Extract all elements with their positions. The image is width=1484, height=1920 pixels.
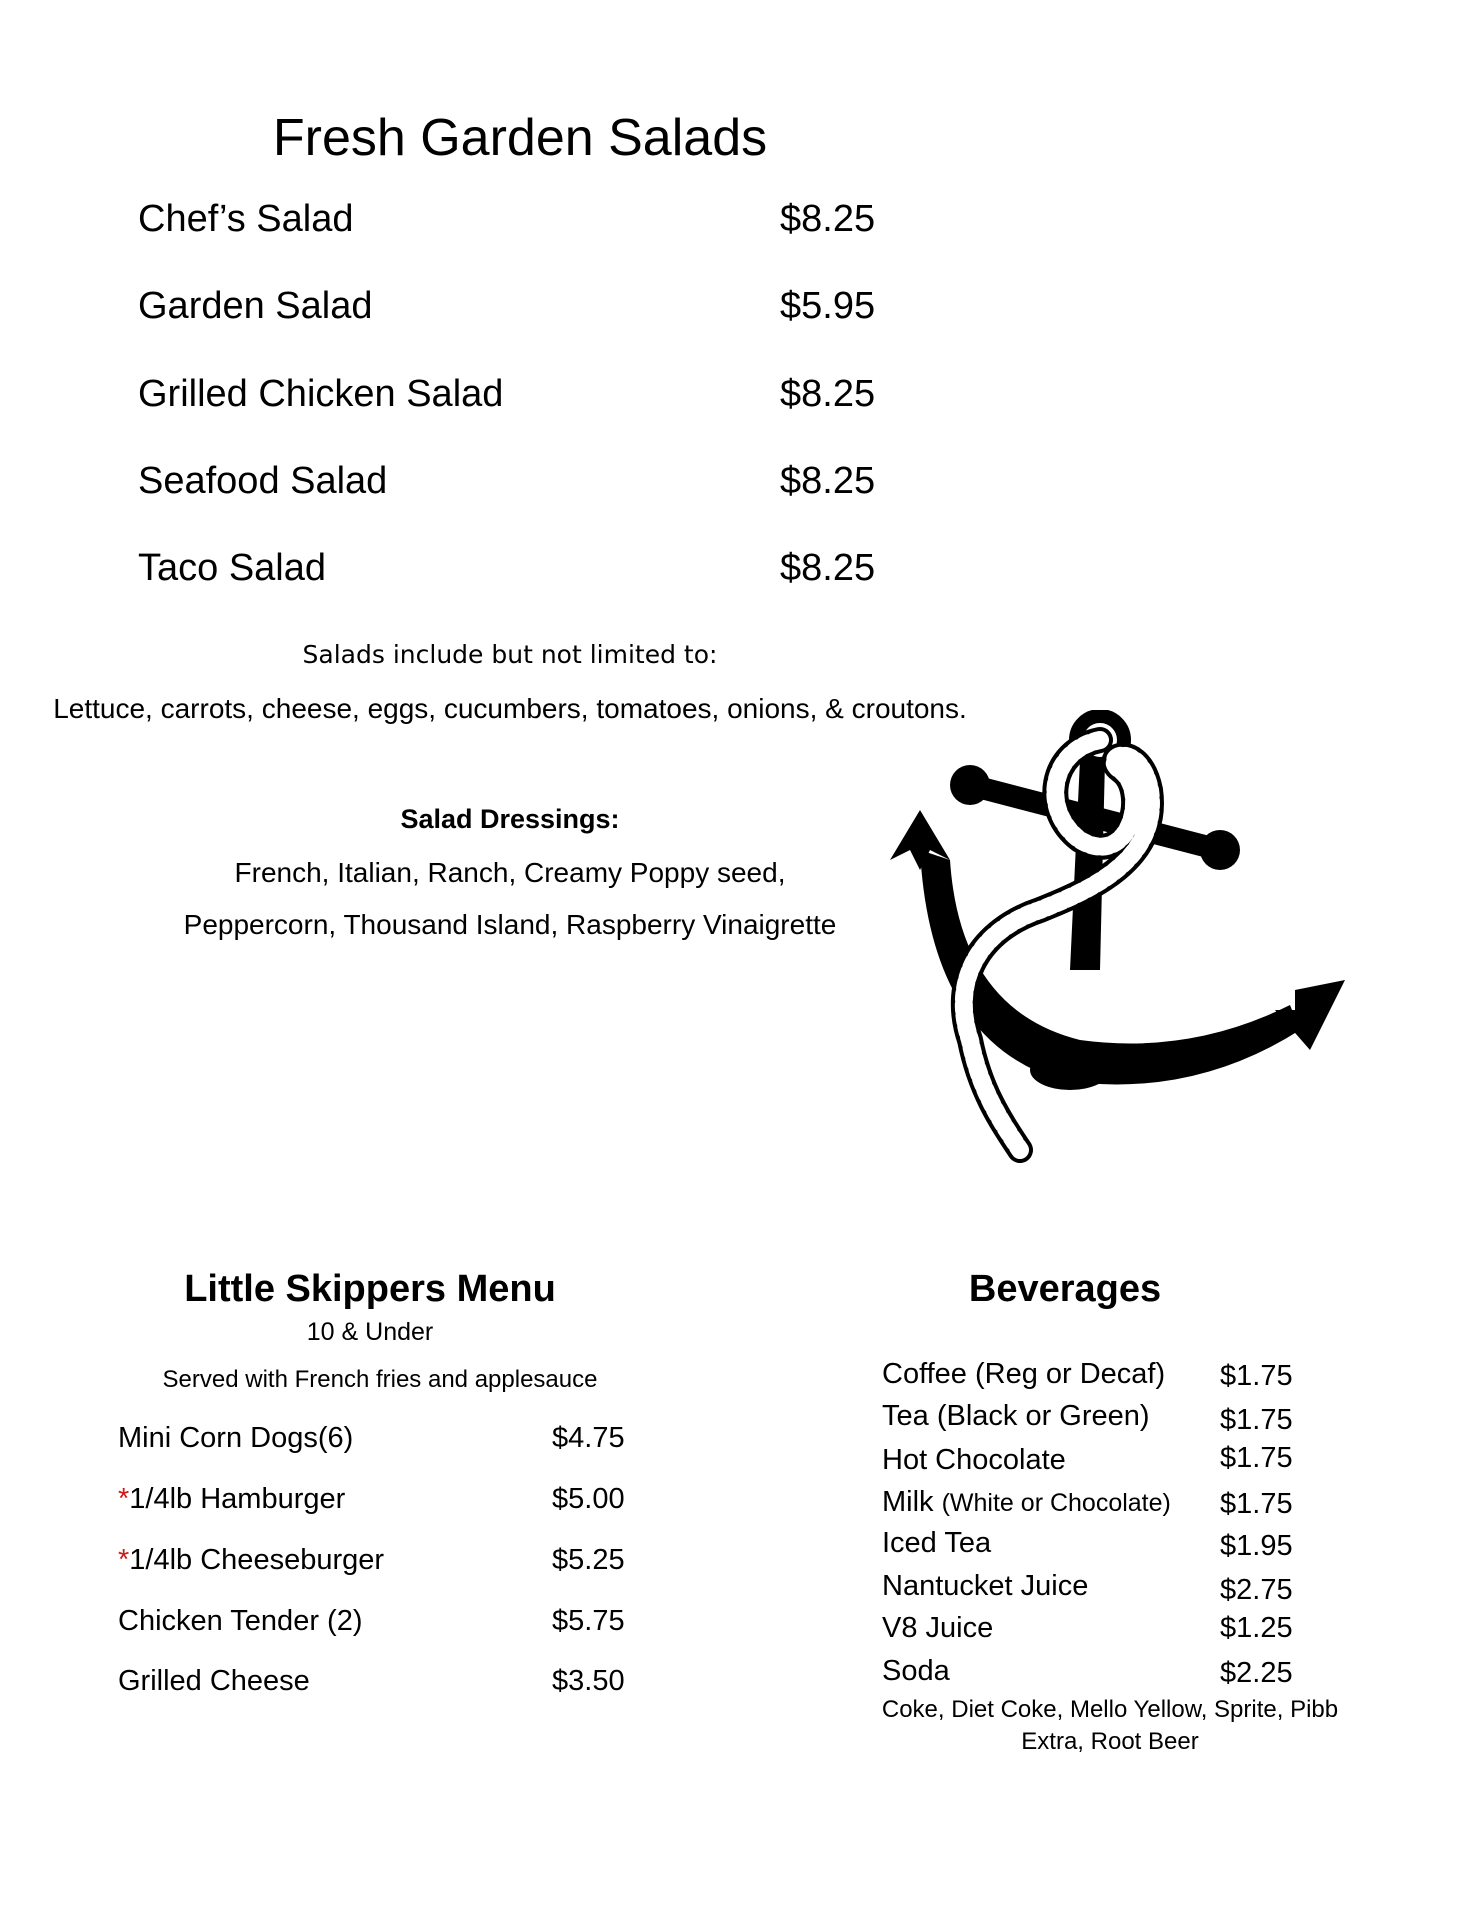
kids-item-price: $4.75 xyxy=(552,1422,625,1454)
kids-item-price: $3.50 xyxy=(552,1665,625,1697)
required-marker: * xyxy=(118,1483,130,1515)
beverage-item-price: $1.75 xyxy=(1220,1404,1293,1436)
salad-item-price: $8.25 xyxy=(780,460,876,502)
beverage-item-price: $2.75 xyxy=(1220,1574,1293,1606)
beverage-item-name: Milk (White or Chocolate) xyxy=(882,1486,1171,1518)
salad-item-name: Chef’s Salad xyxy=(138,198,354,240)
salads-ingredients: Lettuce, carrots, cheese, eggs, cucumbers, tomatoes, onions, & croutons. xyxy=(53,693,967,724)
beverage-item-name: Soda xyxy=(882,1655,950,1687)
kids-item-name: *1/4lb Cheeseburger xyxy=(118,1544,385,1576)
kids-item-name: Mini Corn Dogs(6) xyxy=(118,1422,354,1454)
beverage-item-name: Hot Chocolate xyxy=(882,1444,1066,1476)
beverage-item-name: V8 Juice xyxy=(882,1612,994,1644)
beverage-item-price: $1.75 xyxy=(1220,1360,1293,1392)
dressings-line: Peppercorn, Thousand Island, Raspberry Vinaigrette xyxy=(183,909,837,940)
salad-item-price: $8.25 xyxy=(780,373,876,415)
beverage-item-price: $2.25 xyxy=(1220,1657,1293,1689)
kids-item-name: Chicken Tender (2) xyxy=(118,1605,363,1637)
kids-item-price: $5.00 xyxy=(552,1483,625,1515)
salads-includes-note: Salads include but not limited to: xyxy=(302,640,718,669)
kids-served-with: Served with French fries and applesauce xyxy=(162,1366,598,1393)
beverages-title: Beverages xyxy=(968,1268,1162,1310)
beverage-item-price: $1.75 xyxy=(1220,1442,1293,1474)
kids-item-price: $5.25 xyxy=(552,1544,625,1576)
kids-item-price: $5.75 xyxy=(552,1605,625,1637)
beverage-item-name: Tea (Black or Green) xyxy=(882,1400,1150,1432)
beverage-item-name: Coffee (Reg or Decaf) xyxy=(882,1358,1166,1390)
anchor-icon xyxy=(890,710,1350,1170)
beverage-item-price: $1.95 xyxy=(1220,1530,1293,1562)
soda-options-note: Coke, Diet Coke, Mello Yellow, Sprite, Pibb Extra, Root Beer xyxy=(881,1696,1339,1755)
salad-item-name: Seafood Salad xyxy=(138,460,388,502)
required-marker: * xyxy=(118,1544,130,1576)
salads-title: Fresh Garden Salads xyxy=(272,109,768,167)
beverage-item-price: $1.75 xyxy=(1220,1488,1293,1520)
salad-item-price: $8.25 xyxy=(780,547,876,589)
salad-item-name: Garden Salad xyxy=(138,285,373,327)
beverage-item-name: Iced Tea xyxy=(882,1527,992,1559)
salad-item-name: Grilled Chicken Salad xyxy=(138,373,504,415)
beverage-item-price: $1.25 xyxy=(1220,1612,1293,1644)
kids-menu-title: Little Skippers Menu xyxy=(184,1268,556,1310)
salad-item-price: $5.95 xyxy=(780,285,876,327)
dressings-heading: Salad Dressings: xyxy=(400,804,620,834)
salad-item-price: $8.25 xyxy=(780,198,876,240)
salad-item-name: Taco Salad xyxy=(138,547,327,589)
dressings-line: French, Italian, Ranch, Creamy Poppy seed, xyxy=(234,857,786,888)
kids-item-name: *1/4lb Hamburger xyxy=(118,1483,346,1515)
kids-item-name: Grilled Cheese xyxy=(118,1665,310,1697)
beverage-item-name: Nantucket Juice xyxy=(882,1570,1089,1602)
kids-menu-subtitle: 10 & Under xyxy=(306,1318,434,1346)
